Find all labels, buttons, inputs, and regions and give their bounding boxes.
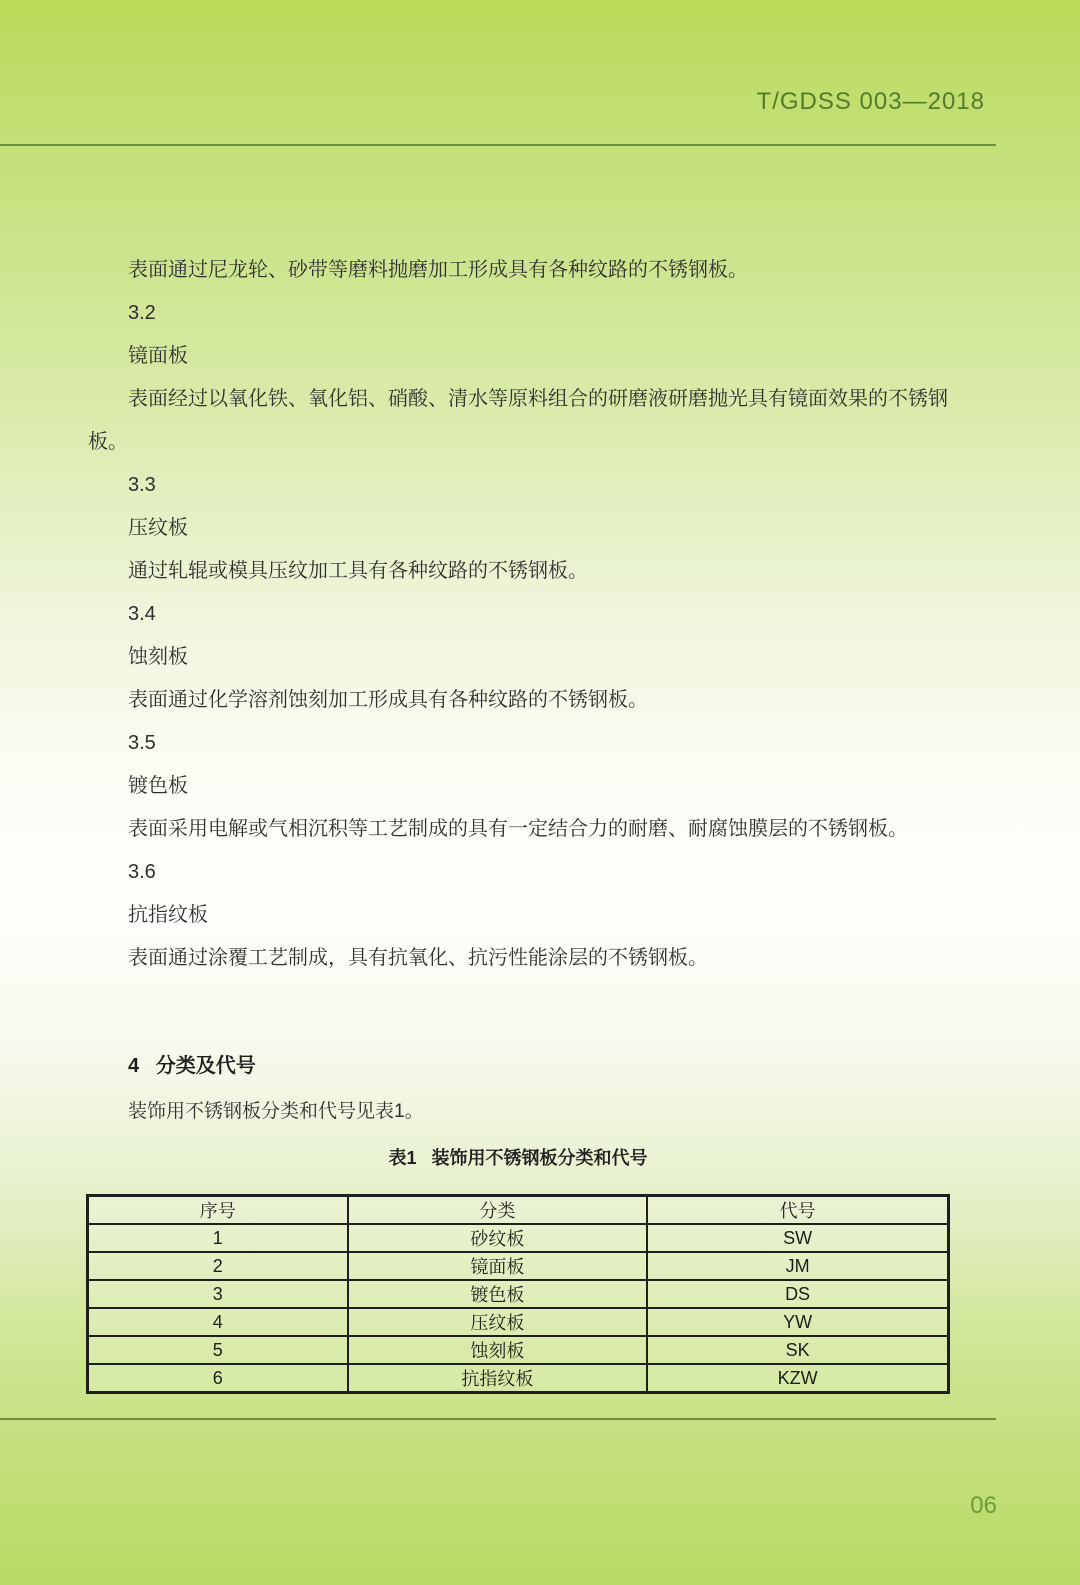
table-cell: SK — [647, 1336, 948, 1364]
table-row — [88, 1224, 949, 1252]
definition-paragraph: 表面采用电解或气相沉积等工艺制成的具有一定结合力的耐磨、耐腐蚀膜层的不锈钢板。 — [128, 818, 908, 840]
term-title: 抗指纹板 — [128, 904, 208, 926]
terms-and-definitions-section — [88, 249, 958, 980]
table-cell: 砂纹板 — [348, 1224, 648, 1252]
table-cell: 蚀刻板 — [348, 1336, 648, 1364]
table-row — [88, 1308, 949, 1336]
clause-number: 3.6 — [128, 861, 156, 883]
table-cell: YW — [647, 1308, 948, 1336]
clause-number: 3.2 — [128, 302, 156, 324]
table-row — [88, 1280, 949, 1308]
table-cell: 3 — [88, 1280, 348, 1308]
table-cell: 6 — [88, 1364, 348, 1393]
clause-number: 3.5 — [128, 732, 156, 754]
definition-paragraph: 表面通过尼龙轮、砂带等磨料抛磨加工形成具有各种纹路的不锈钢板。 — [128, 259, 748, 281]
table-header-row — [88, 1196, 949, 1225]
clause-number: 3.4 — [128, 603, 156, 625]
table-row — [88, 1336, 949, 1364]
table-caption: 表1 装饰用不锈钢板分类和代号 — [388, 1148, 648, 1168]
table-cell: 镜面板 — [348, 1252, 648, 1280]
table-header-cell: 分类 — [348, 1196, 648, 1225]
section-intro: 装饰用不锈钢板分类和代号见表1。 — [128, 1101, 424, 1122]
table-cell: KZW — [647, 1364, 948, 1393]
table-cell: 抗指纹板 — [348, 1364, 648, 1393]
section-heading: 4 分类及代号 — [128, 1055, 256, 1077]
definition-paragraph: 通过轧辊或模具压纹加工具有各种纹路的不锈钢板。 — [128, 560, 588, 582]
table-cell: 镀色板 — [348, 1280, 648, 1308]
definition-paragraph: 表面经过以氧化铁、氧化铝、硝酸、清水等原料组合的研磨液研磨抛光具有镜面效果的不锈钢板。 — [88, 388, 948, 453]
table-cell: 5 — [88, 1336, 348, 1364]
definition-paragraph: 表面通过涂覆工艺制成，具有抗氧化、抗污性能涂层的不锈钢板。 — [128, 947, 708, 969]
term-title: 镀色板 — [128, 775, 188, 797]
table-header-cell: 代号 — [647, 1196, 948, 1225]
clause-number: 3.3 — [128, 474, 156, 496]
term-title: 压纹板 — [128, 517, 188, 539]
table-cell: DS — [647, 1280, 948, 1308]
table-cell: 压纹板 — [348, 1308, 648, 1336]
page-number: 06 — [970, 1492, 997, 1519]
table-row — [88, 1364, 949, 1393]
table-cell: 4 — [88, 1308, 348, 1336]
classification-table — [86, 1194, 950, 1394]
footer-rule — [0, 1418, 996, 1420]
table-cell: SW — [647, 1224, 948, 1252]
definition-paragraph: 表面通过化学溶剂蚀刻加工形成具有各种纹路的不锈钢板。 — [128, 689, 648, 711]
doc-number: T/GDSS 003—2018 — [756, 88, 985, 115]
table-cell: 2 — [88, 1252, 348, 1280]
term-title: 镜面板 — [128, 345, 188, 367]
table-cell: 1 — [88, 1224, 348, 1252]
table-header-cell: 序号 — [88, 1196, 348, 1225]
table-cell: JM — [647, 1252, 948, 1280]
term-title: 蚀刻板 — [128, 646, 188, 668]
header-rule — [0, 144, 996, 146]
table-row — [88, 1252, 949, 1280]
